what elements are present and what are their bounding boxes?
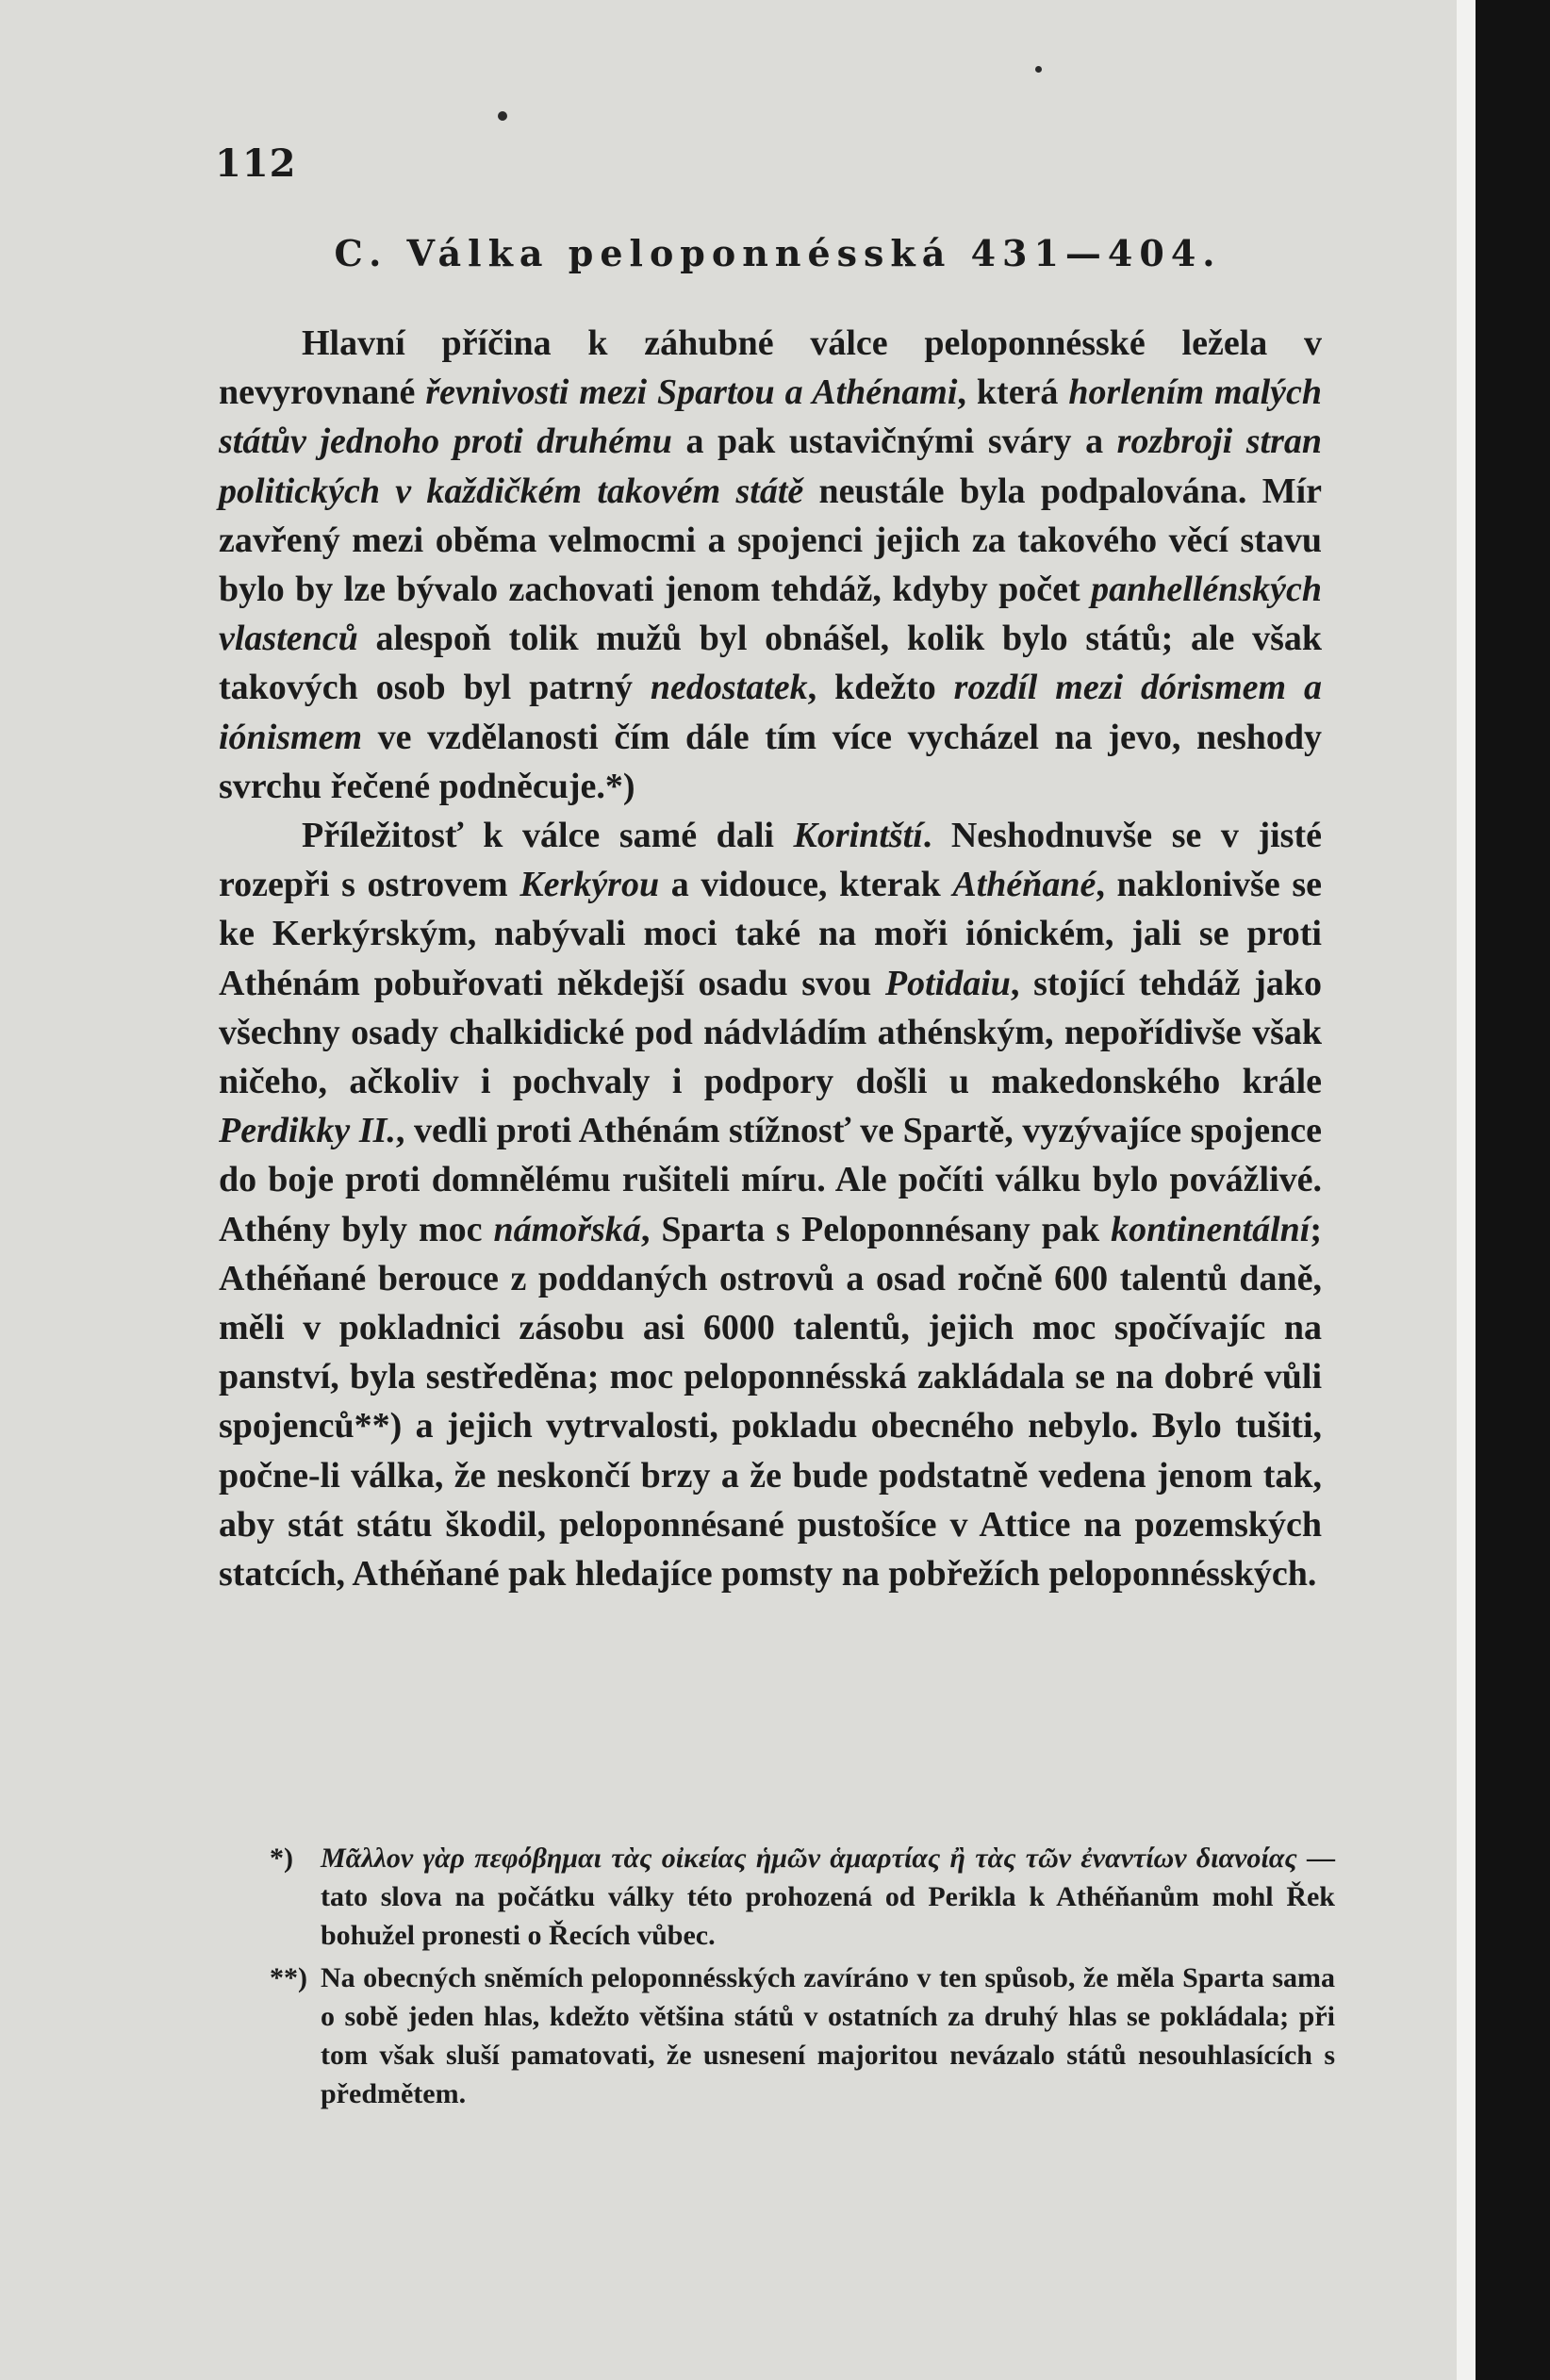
emphasis-text: námořská <box>493 1209 641 1249</box>
page-edge <box>1457 0 1476 2380</box>
ink-speck <box>498 111 507 121</box>
emphasis-text: Perdikky II. <box>219 1111 396 1151</box>
text-run: , naklonivše se ke Kerkýrským, nabývali moci také na moři iónickém, jali se proti Athénám pobuřovati někdejší osadu svou <box>219 865 1322 1003</box>
emphasis-text: Korintští <box>793 816 923 856</box>
section-heading: C. Válka peloponnésská 431—404. <box>334 232 1222 274</box>
text-run: , která <box>957 372 1069 413</box>
text-run: Hlavní příčina k záhubné válce peloponnésské ležela v nevyrovnané <box>219 323 1322 413</box>
text-run: Příležitosť k válce samé dali <box>302 816 794 856</box>
scan-border <box>1476 0 1550 2380</box>
emphasis-text: panhellénských vlastenců <box>219 570 1322 659</box>
text-run: neustále byla podpalována. Mír zavřený mezi oběma velmocmi a spojenci jejich za takového věcí stavu bylo by lze bývalo zachovati jenom tehdáž, kdyby počet <box>219 471 1322 610</box>
text-run: . Neshodnuvše se v jisté rozepři s ostrovem <box>219 816 1322 905</box>
emphasis-text: Athéňané <box>952 865 1097 905</box>
footnotes <box>270 1839 1335 2117</box>
emphasis-text: Potidaiu <box>884 963 1011 1003</box>
emphasis-text: nedostatek <box>650 668 808 708</box>
emphasis-text: rozbroji stran politických v každičkém takovém státě <box>219 421 1322 511</box>
text-run: ve vzdělanosti čím dále tím více vycházel na jevo, neshody svrchu řečené podněcuje.*) <box>219 717 1322 806</box>
text-run: , vedli proti Athénám stížnosť ve Spartě, vyzývajíce spojence do boje proti domnělému rušiteli míru. Ale počíti válku bylo povážlivé. Athény byly moc <box>219 1111 1322 1249</box>
text-run: , stojící tehdáž jako všechny osady chalkidické pod nádvládím athénským, nepořídivše však ničeho, ačkoliv i pochvaly i podpory došli u makedonského krále <box>219 963 1322 1102</box>
emphasis-text: Kerkýrou <box>519 865 660 905</box>
footnote-text: Na obecných sněmích peloponnésských zavíráno v ten spůsob, že měla Sparta sama o sobě jeden hlas, kdežto většina států v ostatních za druhý hlas se pokládala; při tom však sluší pamatovati, že usnesení majoritou nevázalo států nesouhlasících s předmětem. <box>321 1962 1335 2109</box>
footnote-marker: *) <box>270 1843 293 1874</box>
body-text <box>219 319 1322 1598</box>
emphasis-text: kontinentální <box>1111 1209 1311 1249</box>
text-run: a pak ustavičnými sváry a <box>671 421 1117 462</box>
emphasis-text: rozdíl mezi dórismem a iónismem <box>219 668 1322 757</box>
footnote-greek-quote: Μᾶλλον γὰρ πεφόβημαι τὰς οἰκείας ἡμῶν ἁμαρτίας ἢ τὰς τῶν ἐναντίων διανοίας <box>321 1843 1297 1874</box>
paragraph <box>219 319 1322 811</box>
ink-speck <box>1035 66 1042 73</box>
text-run: a vidouce, kterak <box>659 865 953 905</box>
paragraph <box>219 811 1322 1598</box>
text-run: , kdežto <box>807 668 954 708</box>
footnote-text: — tato slova na počátku války této prohozená od Perikla k Athéňanům mohl Řek bohužel pronesti o Řecích vůbec. <box>321 1843 1335 1951</box>
footnote <box>270 1959 1335 2113</box>
emphasis-text: horlením malých státův jednoho proti druhému <box>219 372 1322 462</box>
footnote <box>270 1839 1335 1955</box>
footnote-marker: **) <box>270 1962 307 1993</box>
text-run: alespoň tolik mužů byl obnášel, kolik bylo států; ale však takových osob byl patrný <box>219 619 1322 708</box>
emphasis-text: řevnivosti mezi Spartou a Athénami <box>425 372 958 413</box>
page-number: 112 <box>215 141 297 186</box>
text-run: ; Athéňané berouce z poddaných ostrovů a osad ročně 600 talentů daně, měli v pokladnici zásobu asi 6000 talentů, jejich moc spočívajíc na panství, byla sestředěna; moc peloponnésská zakládala se na dobré vůli spojenců**) a jejich vytrvalosti, pokladu obecného nebylo. Bylo tušiti, počne-li válka, že neskončí brzy a že bude podstatně vedena jenom tak, aby stát státu škodil, peloponnésané pustošíce v Attice na pozemských statcích, Athéňané pak hledajíce pomsty na pobřežích peloponnésských. <box>219 1209 1322 1595</box>
text-run: , Sparta s Peloponnésany pak <box>640 1209 1112 1249</box>
